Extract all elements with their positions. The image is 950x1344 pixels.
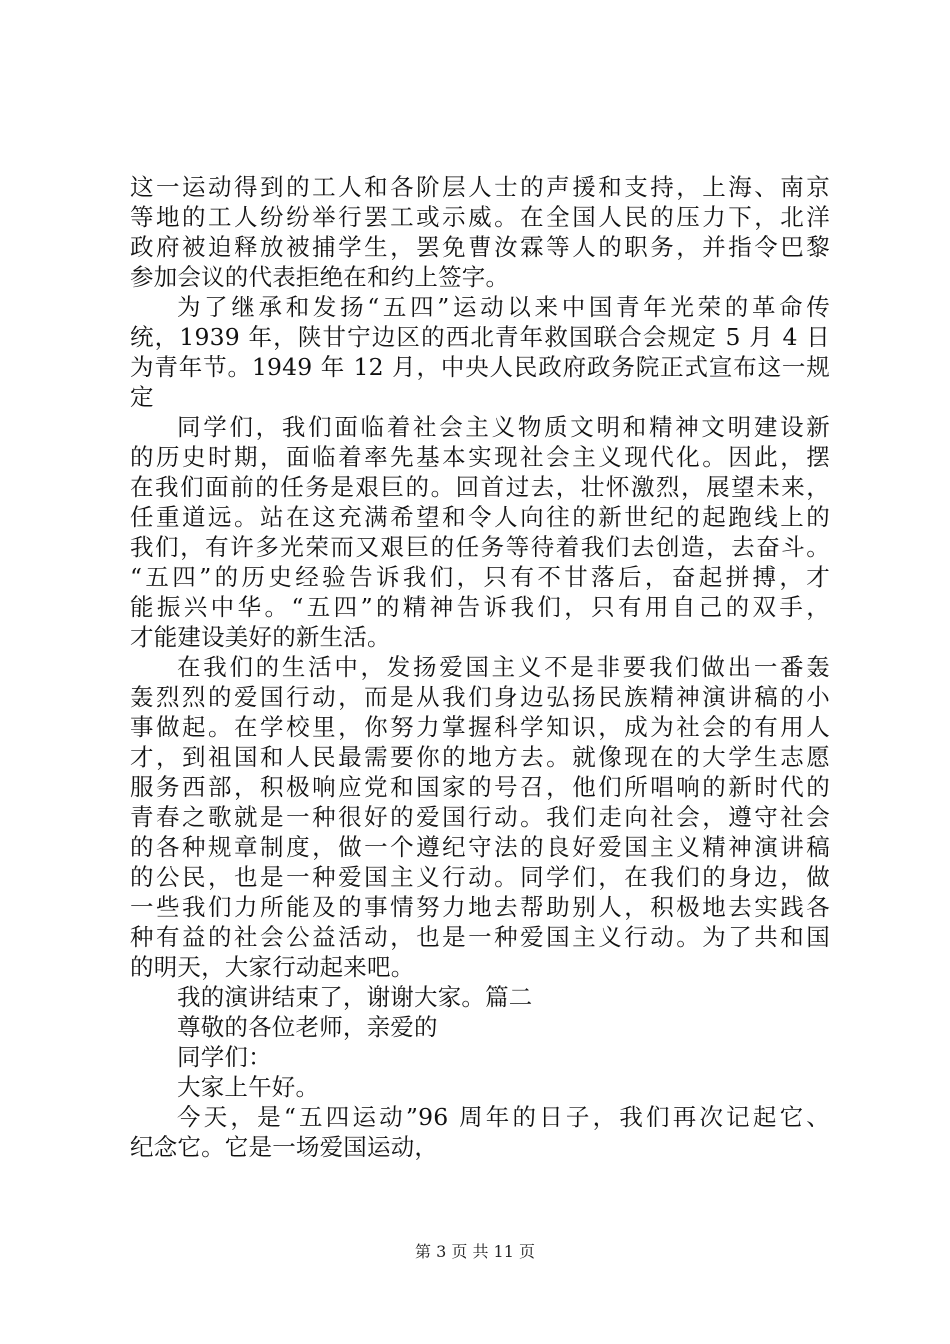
text-line: 等地的工人纷纷举行罢工或示威。在全国人民的压力下，北洋 — [130, 203, 830, 231]
text-line: 才能建设美好的新生活。 — [130, 623, 391, 651]
text-line: 的公民，也是一种爱国主义行动。同学们，在我们的身边，做 — [130, 863, 830, 891]
text-line: 服务西部，积极响应党和国家的号召，他们所唱响的新时代的 — [130, 773, 830, 801]
text-line: 种有益的社会公益活动，也是一种爱国主义行动。为了共和国 — [130, 923, 830, 951]
body-text — [130, 172, 830, 1162]
text-line: 定 — [130, 383, 154, 411]
text-line: 在我们面前的任务是艰巨的。回首过去，壮怀激烈，展望未来， — [130, 473, 830, 501]
text-line: 为青年节。1949 年 12 月，中央人民政府政务院正式宣布这一规 — [130, 353, 830, 381]
text-line: 任重道远。站在这充满希望和令人向往的新世纪的起跑线上的 — [130, 503, 830, 531]
text-line: 我们，有许多光荣而又艰巨的任务等待着我们去创造，去奋斗。 — [130, 533, 830, 561]
text-line: 我的演讲结束了，谢谢大家。篇二 — [177, 983, 533, 1011]
text-line: 事做起。在学校里，你努力掌握科学知识，成为社会的有用人 — [130, 713, 830, 741]
text-line: 在我们的生活中，发扬爱国主义不是非要我们做出一番轰 — [177, 653, 830, 681]
text-line: 才，到祖国和人民最需要你的地方去。就像现在的大学生志愿 — [130, 743, 830, 771]
text-line: “五四”的历史经验告诉我们，只有不甘落后，奋起拼搏，才 — [130, 563, 830, 591]
text-line: 的明天，大家行动起来吧。 — [130, 953, 415, 981]
text-line: 青春之歌就是一种很好的爱国行动。我们走向社会，遵守社会 — [130, 803, 830, 831]
text-line: 一些我们力所能及的事情努力地去帮助别人，积极地去实践各 — [130, 893, 830, 921]
text-line: 大家上午好。 — [177, 1073, 320, 1101]
text-line: 的历史时期，面临着率先基本实现社会主义现代化。因此，摆 — [130, 443, 830, 471]
text-line: 统，1939 年，陕甘宁边区的西北青年救国联合会规定 5 月 4 日 — [130, 323, 830, 351]
text-line: 同学们： — [177, 1043, 272, 1071]
text-line: 能振兴中华。“五四”的精神告诉我们，只有用自己的双手， — [130, 593, 830, 621]
text-line: 轰烈烈的爱国行动，而是从我们身边弘扬民族精神演讲稿的小 — [130, 683, 830, 711]
text-line: 纪念它。它是一场爱国运动， — [130, 1133, 439, 1161]
text-line: 为了继承和发扬“五四”运动以来中国青年光荣的革命传 — [177, 293, 830, 321]
text-line: 今天，是“五四运动”96 周年的日子，我们再次记起它、 — [177, 1103, 830, 1131]
text-line: 同学们，我们面临着社会主义物质文明和精神文明建设新 — [177, 413, 830, 441]
text-line: 政府被迫释放被捕学生，罢免曹汝霖等人的职务，并指令巴黎 — [130, 233, 830, 261]
text-line: 这一运动得到的工人和各阶层人士的声援和支持，上海、南京 — [130, 173, 830, 201]
text-line: 的各种规章制度，做一个遵纪守法的良好爱国主义精神演讲稿 — [130, 833, 830, 861]
page-number-footer: 第 3 页 共 11 页 — [415, 1242, 535, 1261]
text-line: 参加会议的代表拒绝在和约上签字。 — [130, 263, 510, 291]
text-line: 尊敬的各位老师，亲爱的 — [177, 1013, 438, 1041]
